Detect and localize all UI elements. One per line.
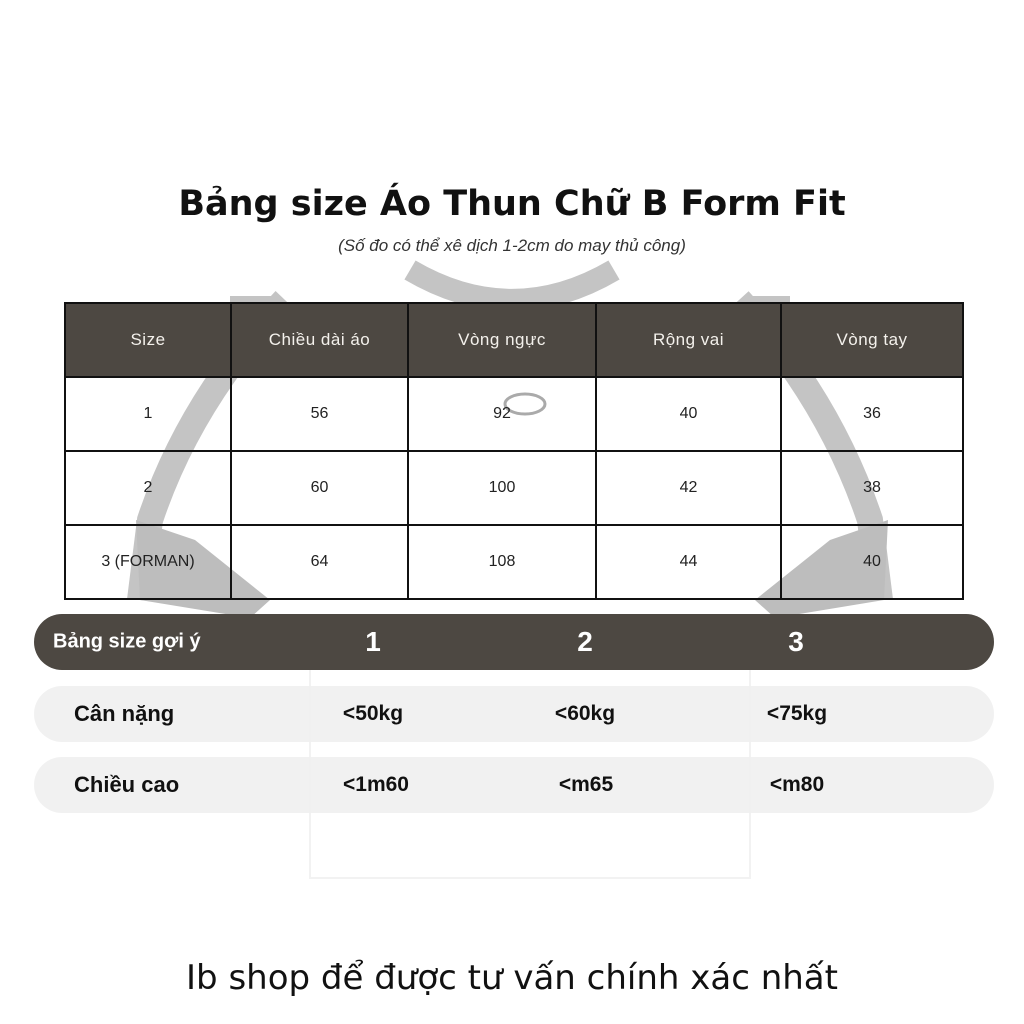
weight-row: [34, 686, 994, 742]
cell-sleeve: 36: [781, 377, 963, 451]
height-value: <1m60: [343, 773, 409, 796]
weight-value: <50kg: [342, 702, 404, 725]
cell-shoulder: 42: [596, 451, 781, 525]
cell-length: 64: [231, 525, 408, 599]
weight-label: Cân nặng: [74, 701, 175, 726]
page-title: Bảng size Áo Thun Chữ B Form Fit: [178, 184, 846, 224]
cell-sleeve: 40: [781, 525, 963, 599]
footer-note: Ib shop để được tư vấn chính xác nhất: [186, 958, 838, 998]
header-length: Chiều dài áo: [231, 303, 408, 377]
table-row: [65, 525, 963, 599]
recommend-size-2: 2: [577, 626, 593, 657]
cell-size: 1: [65, 377, 231, 451]
table-row: [65, 451, 963, 525]
height-value: <m65: [558, 773, 614, 796]
table-row: [65, 377, 963, 451]
cell-sleeve: 38: [781, 451, 963, 525]
height-label: Chiều cao: [74, 772, 180, 797]
cell-length: 60: [231, 451, 408, 525]
recommend-header-bar: [34, 614, 994, 670]
cell-chest: 108: [408, 525, 596, 599]
cell-shoulder: 44: [596, 525, 781, 599]
cell-size: 2: [65, 451, 231, 525]
header-shoulder: Rộng vai: [596, 303, 781, 377]
recommend-size-3: 3: [788, 626, 804, 657]
table-header-row: [65, 303, 963, 377]
header-size: Size: [65, 303, 231, 377]
weight-value: <75kg: [766, 702, 828, 725]
size-table: [64, 302, 964, 600]
cell-size: 3 (FORMAN): [65, 525, 231, 599]
page-subtitle: (Số đo có thể xê dịch 1-2cm do may thủ công): [338, 236, 686, 255]
cell-chest: 100: [408, 451, 596, 525]
height-value: <m80: [769, 773, 825, 796]
recommend-label: Bảng size gợi ý: [53, 630, 201, 653]
header-sleeve: Vòng tay: [781, 303, 963, 377]
recommend-size-1: 1: [365, 626, 381, 657]
header-chest: Vòng ngực: [408, 303, 596, 377]
weight-value: <60kg: [554, 702, 616, 725]
cell-length: 56: [231, 377, 408, 451]
cell-shoulder: 40: [596, 377, 781, 451]
height-row: [34, 757, 994, 813]
cell-chest: 92: [408, 377, 596, 451]
